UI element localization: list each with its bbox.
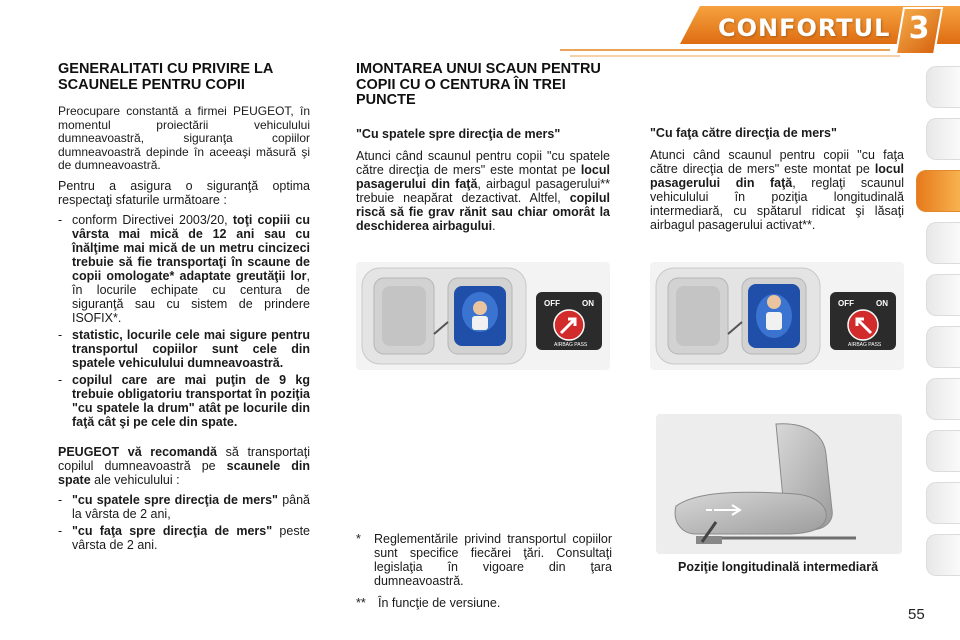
paragraph-text: .: [492, 218, 496, 233]
chapter-tab[interactable]: [926, 274, 960, 316]
switch-off-label: OFF: [544, 299, 560, 308]
item-bold: "cu faţa spre direcţia de mers": [72, 523, 273, 538]
item-bold: copilul care are mai puţin de 9 kg trebuie obligatoriu transportat în poziţia "cu spatele la drum" atât pe locurile din faţă cât şi pe cele din spate.: [72, 372, 310, 429]
recommendation-text: să transportaţi copilul dumneavoastră pe: [58, 444, 310, 473]
item-text: conform Directivei 2003/20,: [72, 212, 233, 227]
item-text: până la vârsta de 2 ani,: [72, 492, 310, 521]
rear-facing-paragraph: [356, 149, 610, 233]
figure-caption: Poziţie longitudinală intermediară: [677, 560, 879, 574]
chapter-title: CONFORTUL: [718, 14, 891, 42]
paragraph-bold: locul pasagerului din faţă: [650, 162, 904, 190]
footnote-mark: *: [356, 532, 361, 546]
advice-list: [58, 213, 310, 429]
rear-facing-seat-illustration: [356, 262, 610, 370]
recommendation-bold: PEUGEOT vă recomandă: [58, 444, 217, 459]
item-bold: statistic, locurile cele mai sigure pentru transportul copiilor sunt cele din spatele vehiculului dumneavoastră.: [72, 327, 310, 370]
list-item: [58, 328, 310, 370]
recommendation-list: [58, 493, 310, 552]
item-bold: toţi copiii cu vârsta mai mică de 12 ani sau cu înălţime mai mică de un metru cincizeci trebuie să fie transportaţi în scaune de copii omologate* adaptate greutăţii lor: [72, 212, 310, 283]
advice-intro: Pentru a asigura o siguranţă optima respectaţi sfaturile următoare :: [58, 178, 310, 207]
forward-facing-section: [650, 126, 904, 238]
section-heading: GENERALITATI CU PRIVIRE LA SCAUNELE PENTRU COPII: [58, 61, 273, 93]
installation-section: [356, 62, 610, 239]
chapter-tabs: [926, 66, 960, 586]
recommendation-text: ale vehiculului :: [90, 472, 180, 487]
intro-paragraph: Preocupare constantă a firmei PEUGEOT, în momentul proiectării vehiculului dumneavoastră, siguranţa copiilor dumneavoastră depinde în aceeaşi măsură şi de dumneavoastră.: [58, 104, 310, 172]
item-text: , în locurile echipate cu centura de siguranţă sau cu sistem de prindere ISOFIX*.: [72, 268, 310, 325]
chapter-number: 3: [908, 11, 930, 46]
chapter-tab-active[interactable]: [916, 170, 960, 212]
footnote: [356, 532, 612, 588]
forward-facing-seat-illustration: [650, 262, 904, 370]
paragraph-text: Atunci când scaunul pentru copii "cu faţa către direcţia de mers" este montat pe: [650, 148, 904, 176]
chapter-tab[interactable]: [926, 482, 960, 524]
paragraph-bold: locul pasagerului din faţă: [356, 162, 610, 191]
section-heading: IMONTAREA UNUI SCAUN PENTRU COPII CU O CENTURA ÎN TREI PUNCTE: [356, 61, 601, 108]
switch-off-label: OFF: [838, 299, 854, 308]
chapter-tab[interactable]: [926, 222, 960, 264]
paragraph-text: , reglaţi scaunul vehiculului în poziţia longitudinală intermediară, cu spătarul ridicat şi lăsaţi airbagul pasagerului activat**.: [650, 176, 904, 232]
general-section: [58, 62, 310, 556]
switch-on-label: ON: [876, 299, 888, 308]
paragraph-bold: copilul riscă să fie grav rănit sau chiar omorât la deschiderea airbagului: [356, 190, 610, 233]
item-text: peste vârsta de 2 ani.: [72, 523, 310, 552]
switch-on-label: ON: [582, 299, 594, 308]
footnote-text: În funcţie de versiune.: [378, 596, 501, 610]
recommendation-paragraph: [58, 445, 310, 487]
chapter-tab[interactable]: [926, 534, 960, 576]
chapter-tab[interactable]: [926, 118, 960, 160]
chapter-tab[interactable]: [926, 378, 960, 420]
forward-facing-paragraph: [650, 148, 904, 232]
rear-facing-heading: "Cu spatele spre direcţia de mers": [356, 126, 561, 141]
footnote: [356, 596, 612, 610]
switch-caption: AIRBAG PASS: [554, 342, 588, 348]
page-number: 55: [908, 606, 925, 623]
footnote-text: Reglementările privind transportul copiilor sunt specifice fiecărei ţări. Consultaţi legislaţia în vigoare din ţara dumneavoastră.: [374, 532, 612, 588]
paragraph-text: Atunci când scaunul pentru copii "cu spatele către direcţia de mers" este montat pe: [356, 148, 610, 177]
chapter-tab[interactable]: [926, 430, 960, 472]
footnote-mark: **: [356, 596, 366, 610]
switch-caption: AIRBAG PASS: [848, 342, 882, 348]
list-item: [58, 493, 310, 521]
footnotes: [356, 532, 612, 618]
chapter-tab[interactable]: [926, 326, 960, 368]
recommendation-bold: scaunele din spate: [58, 458, 310, 487]
list-item: [58, 213, 310, 325]
item-bold: "cu spatele spre direcţia de mers": [72, 492, 278, 507]
chapter-tab[interactable]: [926, 66, 960, 108]
list-item: [58, 373, 310, 429]
forward-facing-heading: "Cu faţa către direcţia de mers": [650, 126, 837, 140]
seat-side-view-illustration: [656, 414, 902, 554]
list-item: [58, 524, 310, 552]
paragraph-text: , airbagul pasagerului** trebuie neapărat dezactivat. Altfel,: [356, 176, 610, 205]
